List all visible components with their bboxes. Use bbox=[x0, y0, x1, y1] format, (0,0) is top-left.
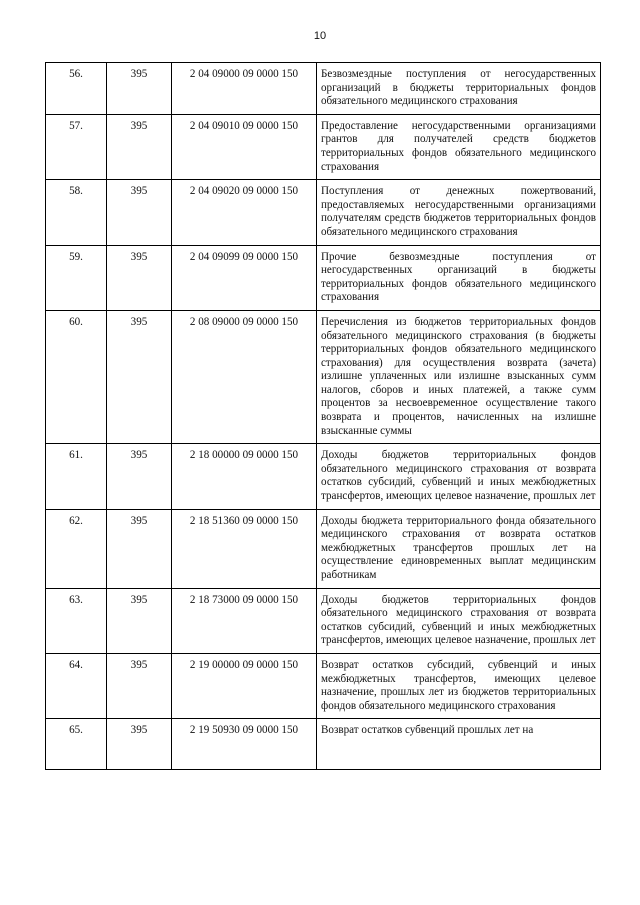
row-number: 60. bbox=[46, 310, 107, 443]
table-row bbox=[46, 245, 601, 310]
revenue-description: Перечисления из бюджетов территориальных фондов обязательного медицинского страхования (в бюджеты территориальных фондов обязательного медицинского страхования) для осуществления возврата (зачета) излишне уплаченных или излишне взысканных сумм налогов, сборов и иных платежей, а также сумм процентов за несвоевременное осуществление такого возврата и процентов, начисленных на излишне взысканные суммы bbox=[317, 310, 601, 443]
table-row bbox=[46, 444, 601, 509]
admin-code: 395 bbox=[107, 444, 172, 509]
revenue-codes-table bbox=[45, 62, 601, 770]
admin-code: 395 bbox=[107, 653, 172, 718]
admin-code: 395 bbox=[107, 719, 172, 770]
table-row bbox=[46, 63, 601, 115]
row-number: 62. bbox=[46, 509, 107, 588]
admin-code: 395 bbox=[107, 509, 172, 588]
budget-classification-code: 2 18 73000 09 0000 150 bbox=[172, 588, 317, 653]
revenue-description: Доходы бюджета территориального фонда обязательного медицинского страхования от возврата остатков межбюджетных трансфертов прошлых лет на осуществление единовременных выплат медицинским работникам bbox=[317, 509, 601, 588]
row-number: 65. bbox=[46, 719, 107, 770]
table-row bbox=[46, 509, 601, 588]
budget-classification-code: 2 19 50930 09 0000 150 bbox=[172, 719, 317, 770]
budget-classification-code: 2 04 09000 09 0000 150 bbox=[172, 63, 317, 115]
revenue-description: Безвозмездные поступления от негосударственных организаций в бюджеты территориальных фондов обязательного медицинского страхования bbox=[317, 63, 601, 115]
row-number: 56. bbox=[46, 63, 107, 115]
revenue-description: Предоставление негосударственными организациями грантов для получателей средств бюджетов территориальных фондов обязательного медицинского страхования bbox=[317, 114, 601, 179]
row-number: 59. bbox=[46, 245, 107, 310]
row-number: 63. bbox=[46, 588, 107, 653]
admin-code: 395 bbox=[107, 588, 172, 653]
revenue-description: Доходы бюджетов территориальных фондов обязательного медицинского страхования от возврата остатков субсидий, субвенций и иных межбюджетных трансфертов, имеющих целевое назначение, прошлых лет bbox=[317, 588, 601, 653]
revenue-description: Поступления от денежных пожертвований, предоставляемых негосударственными организациями получателям средств бюджетов территориальных фондов обязательного медицинского страхования bbox=[317, 180, 601, 245]
budget-classification-code: 2 04 09010 09 0000 150 bbox=[172, 114, 317, 179]
row-number: 61. bbox=[46, 444, 107, 509]
row-number: 64. bbox=[46, 653, 107, 718]
table-row bbox=[46, 114, 601, 179]
admin-code: 395 bbox=[107, 245, 172, 310]
table-row bbox=[46, 588, 601, 653]
budget-classification-code: 2 19 00000 09 0000 150 bbox=[172, 653, 317, 718]
budget-classification-code: 2 08 09000 09 0000 150 bbox=[172, 310, 317, 443]
row-number: 57. bbox=[46, 114, 107, 179]
budget-classification-code: 2 18 51360 09 0000 150 bbox=[172, 509, 317, 588]
admin-code: 395 bbox=[107, 310, 172, 443]
admin-code: 395 bbox=[107, 63, 172, 115]
budget-classification-code: 2 04 09099 09 0000 150 bbox=[172, 245, 317, 310]
revenue-description: Возврат остатков субсидий, субвенций и иных межбюджетных трансфертов, имеющих целевое назначение, прошлых лет из бюджетов территориальных фондов обязательного медицинского страхования bbox=[317, 653, 601, 718]
page-number: 10 bbox=[313, 30, 327, 42]
table-row bbox=[46, 719, 601, 770]
table-row bbox=[46, 310, 601, 443]
budget-classification-code: 2 04 09020 09 0000 150 bbox=[172, 180, 317, 245]
revenue-description: Возврат остатков субвенций прошлых лет на bbox=[317, 719, 601, 770]
admin-code: 395 bbox=[107, 114, 172, 179]
table-row bbox=[46, 180, 601, 245]
revenue-description: Доходы бюджетов территориальных фондов обязательного медицинского страхования от возврата остатков субсидий, субвенций и иных межбюджетных трансфертов, имеющих целевое назначение, прошлых лет bbox=[317, 444, 601, 509]
revenue-description: Прочие безвозмездные поступления от негосударственных организаций в бюджеты территориальных фондов обязательного медицинского страхования bbox=[317, 245, 601, 310]
row-number: 58. bbox=[46, 180, 107, 245]
table-row bbox=[46, 653, 601, 718]
admin-code: 395 bbox=[107, 180, 172, 245]
budget-classification-code: 2 18 00000 09 0000 150 bbox=[172, 444, 317, 509]
